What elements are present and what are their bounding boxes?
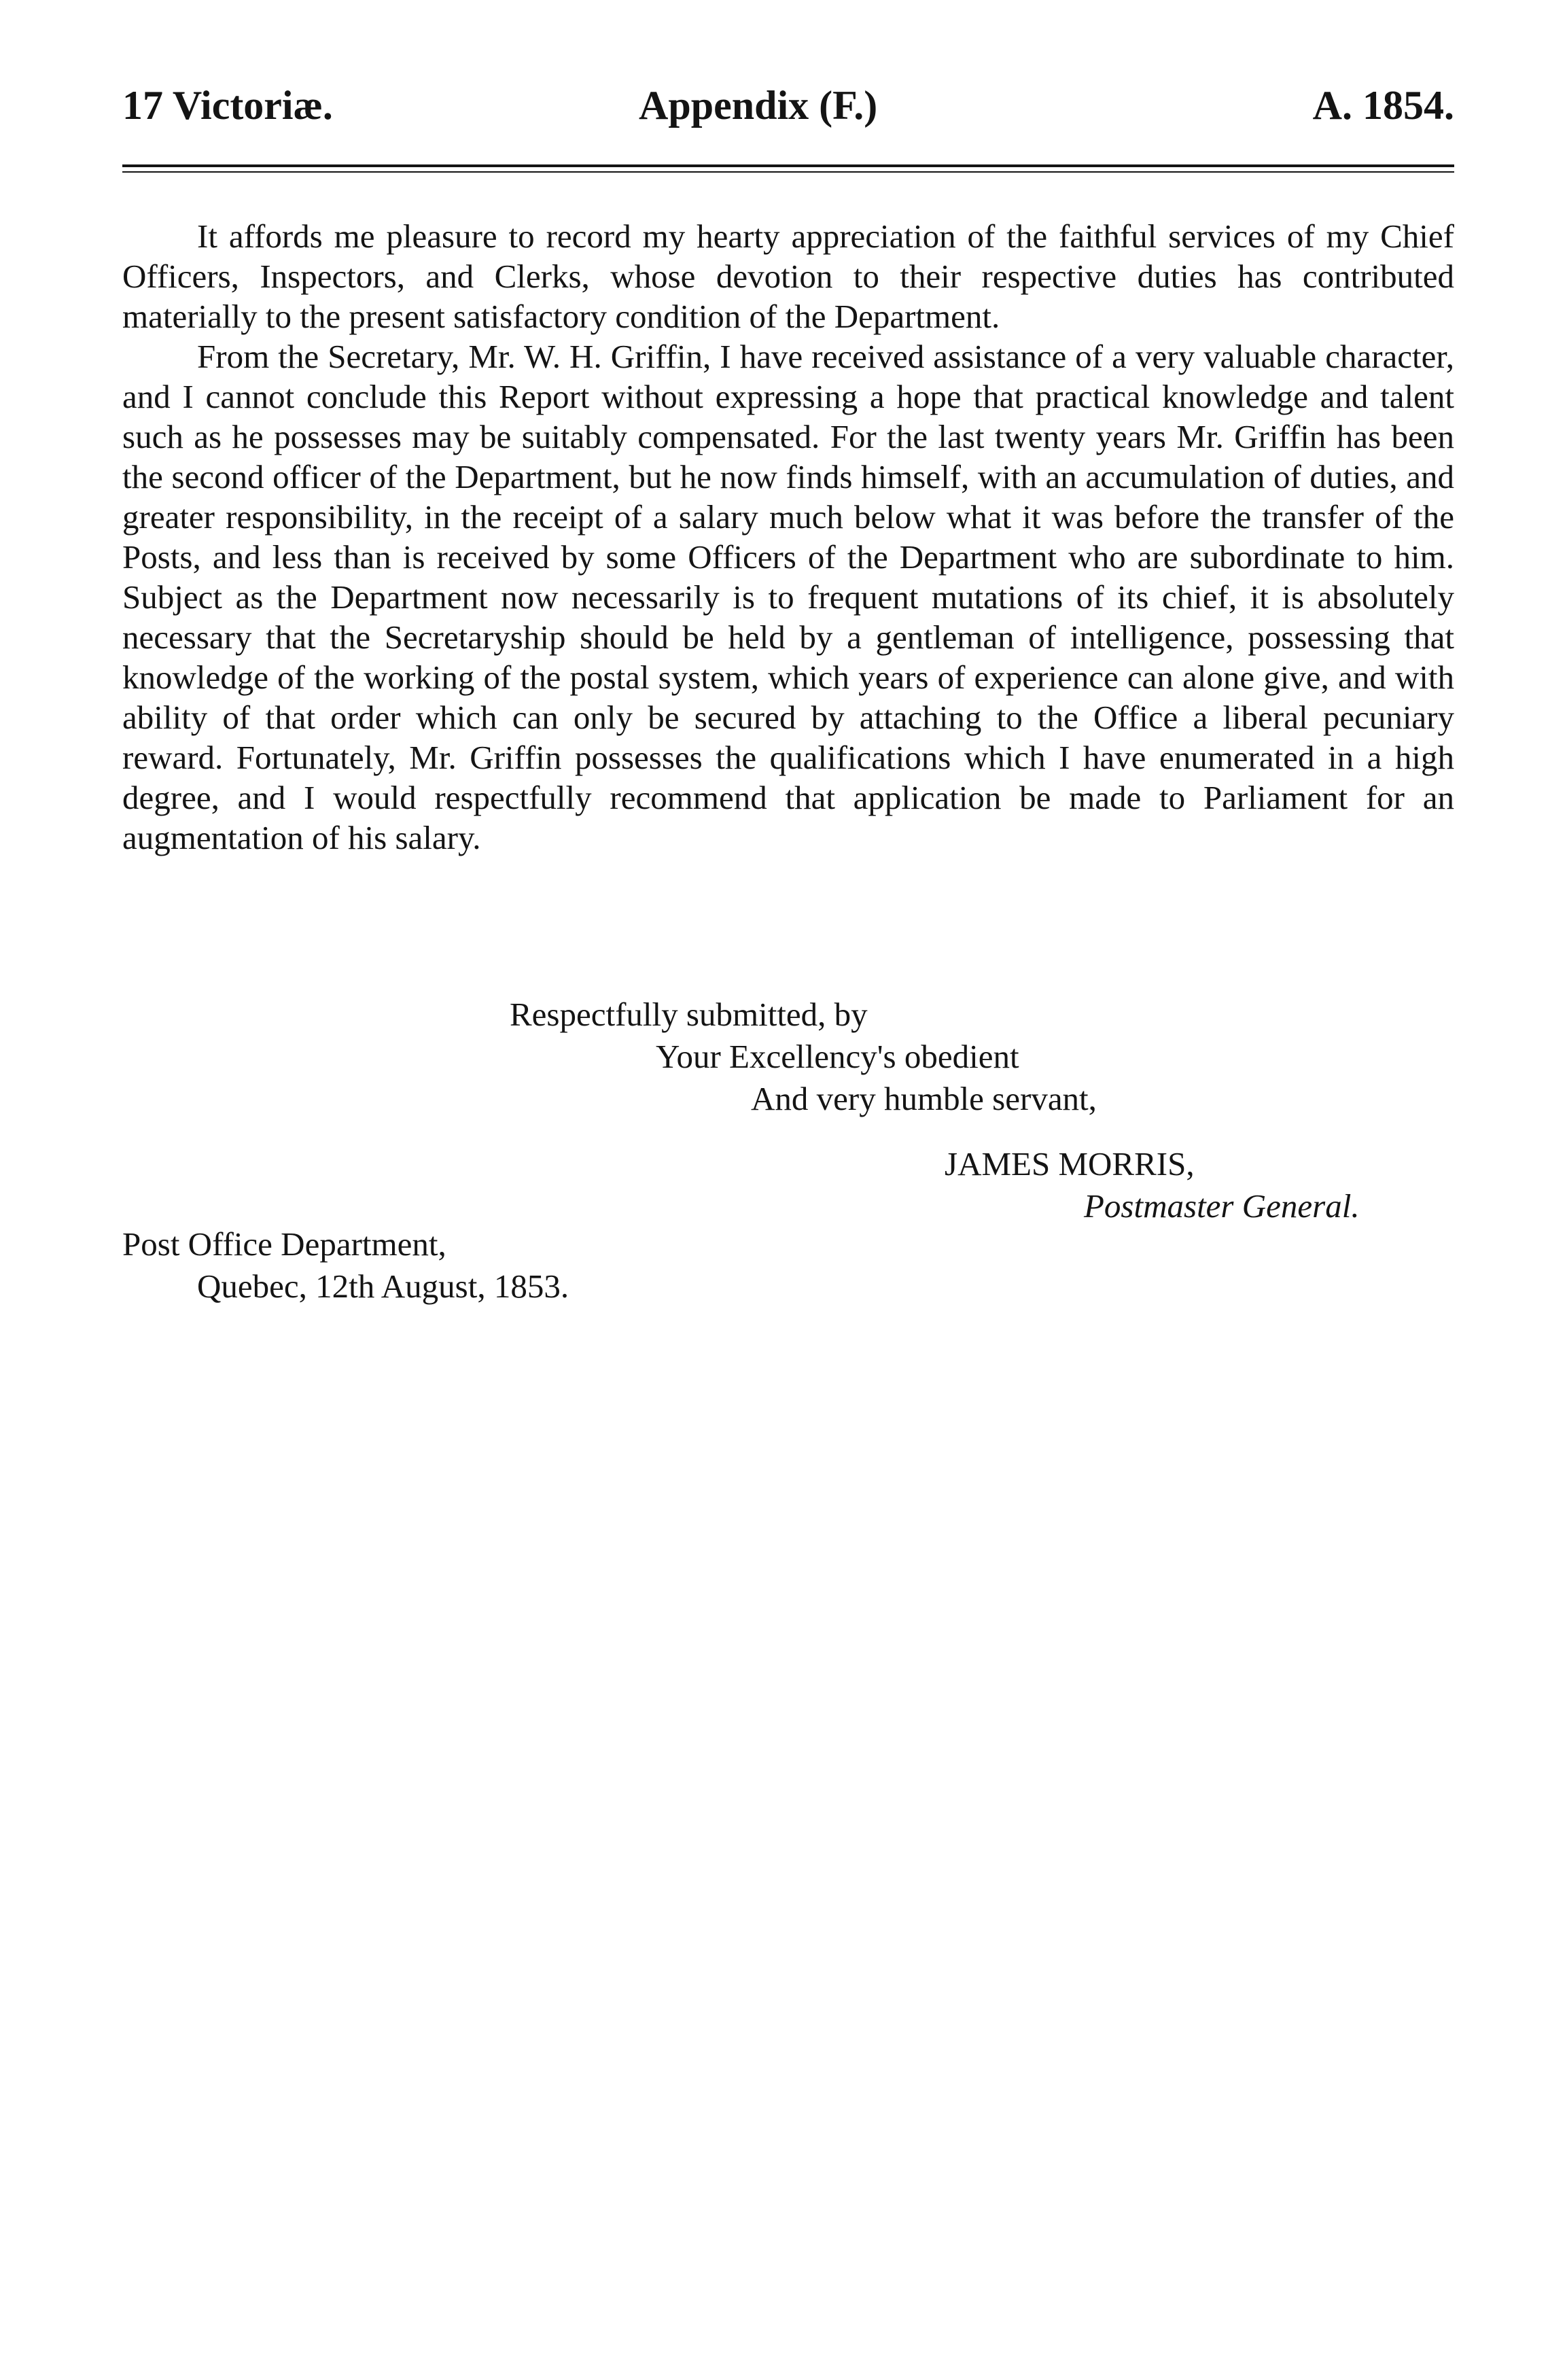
report-body (122, 216, 1454, 858)
place-date: Quebec, 12th August, 1853. (197, 1267, 569, 1305)
paragraph-appreciation: It affords me pleasure to record my hearty appreciation of the faithful services of my Chief Officers, Inspectors, and Clerks, whose devotion to their respective duties has contributed materially to the present satisfactory condition of the Department. (122, 217, 1454, 335)
header-session: 17 Victoriæ. (122, 83, 333, 128)
header-year: A. 1854. (1312, 83, 1454, 128)
running-header (122, 75, 1454, 136)
header-appendix: Appendix (F.) (639, 83, 878, 128)
header-rule-thin (122, 171, 1454, 173)
header-rule-thick (122, 164, 1454, 167)
closing-line-2: Your Excellency's obedient (656, 1038, 1019, 1075)
closing-line-1: Respectfully submitted, by (510, 996, 868, 1033)
signatory-title: Postmaster General. (1084, 1187, 1360, 1225)
closing-line-3: And very humble servant, (751, 1080, 1097, 1117)
place-department: Post Office Department, (122, 1225, 446, 1263)
paragraph-secretary: From the Secretary, Mr. W. H. Griffin, I have received assistance of a very valuable character, and I cannot conclude this Report without expressing a hope that practical knowledge and talent such as he possesses may be suitably compensated. For the last twenty years Mr. Griffin has been the second officer of the Department, but he now finds himself, with an accumulation of duties, and greater responsibility, in the receipt of a salary much below what it was before the transfer of the Posts, and less than is received by some Officers of the Department who are subordinate to him. Subject as the Department now necessarily is to frequent mutations of its chief, it is absolutely necessary that the Secretaryship should be held by a gentleman of intelligence, possessing that knowledge of the working of the postal system, which years of experience can alone give, and with ability of that order which can only be secured by attaching to the Office a liberal pecuniary reward. Fortunately, Mr. Griffin possesses the qualifications which I have enumerated in a high degree, and I would respectfully recommend that application be made to Parliament for an augmentation of his salary. (122, 338, 1454, 856)
signatory-name: JAMES MORRIS, (945, 1145, 1195, 1183)
